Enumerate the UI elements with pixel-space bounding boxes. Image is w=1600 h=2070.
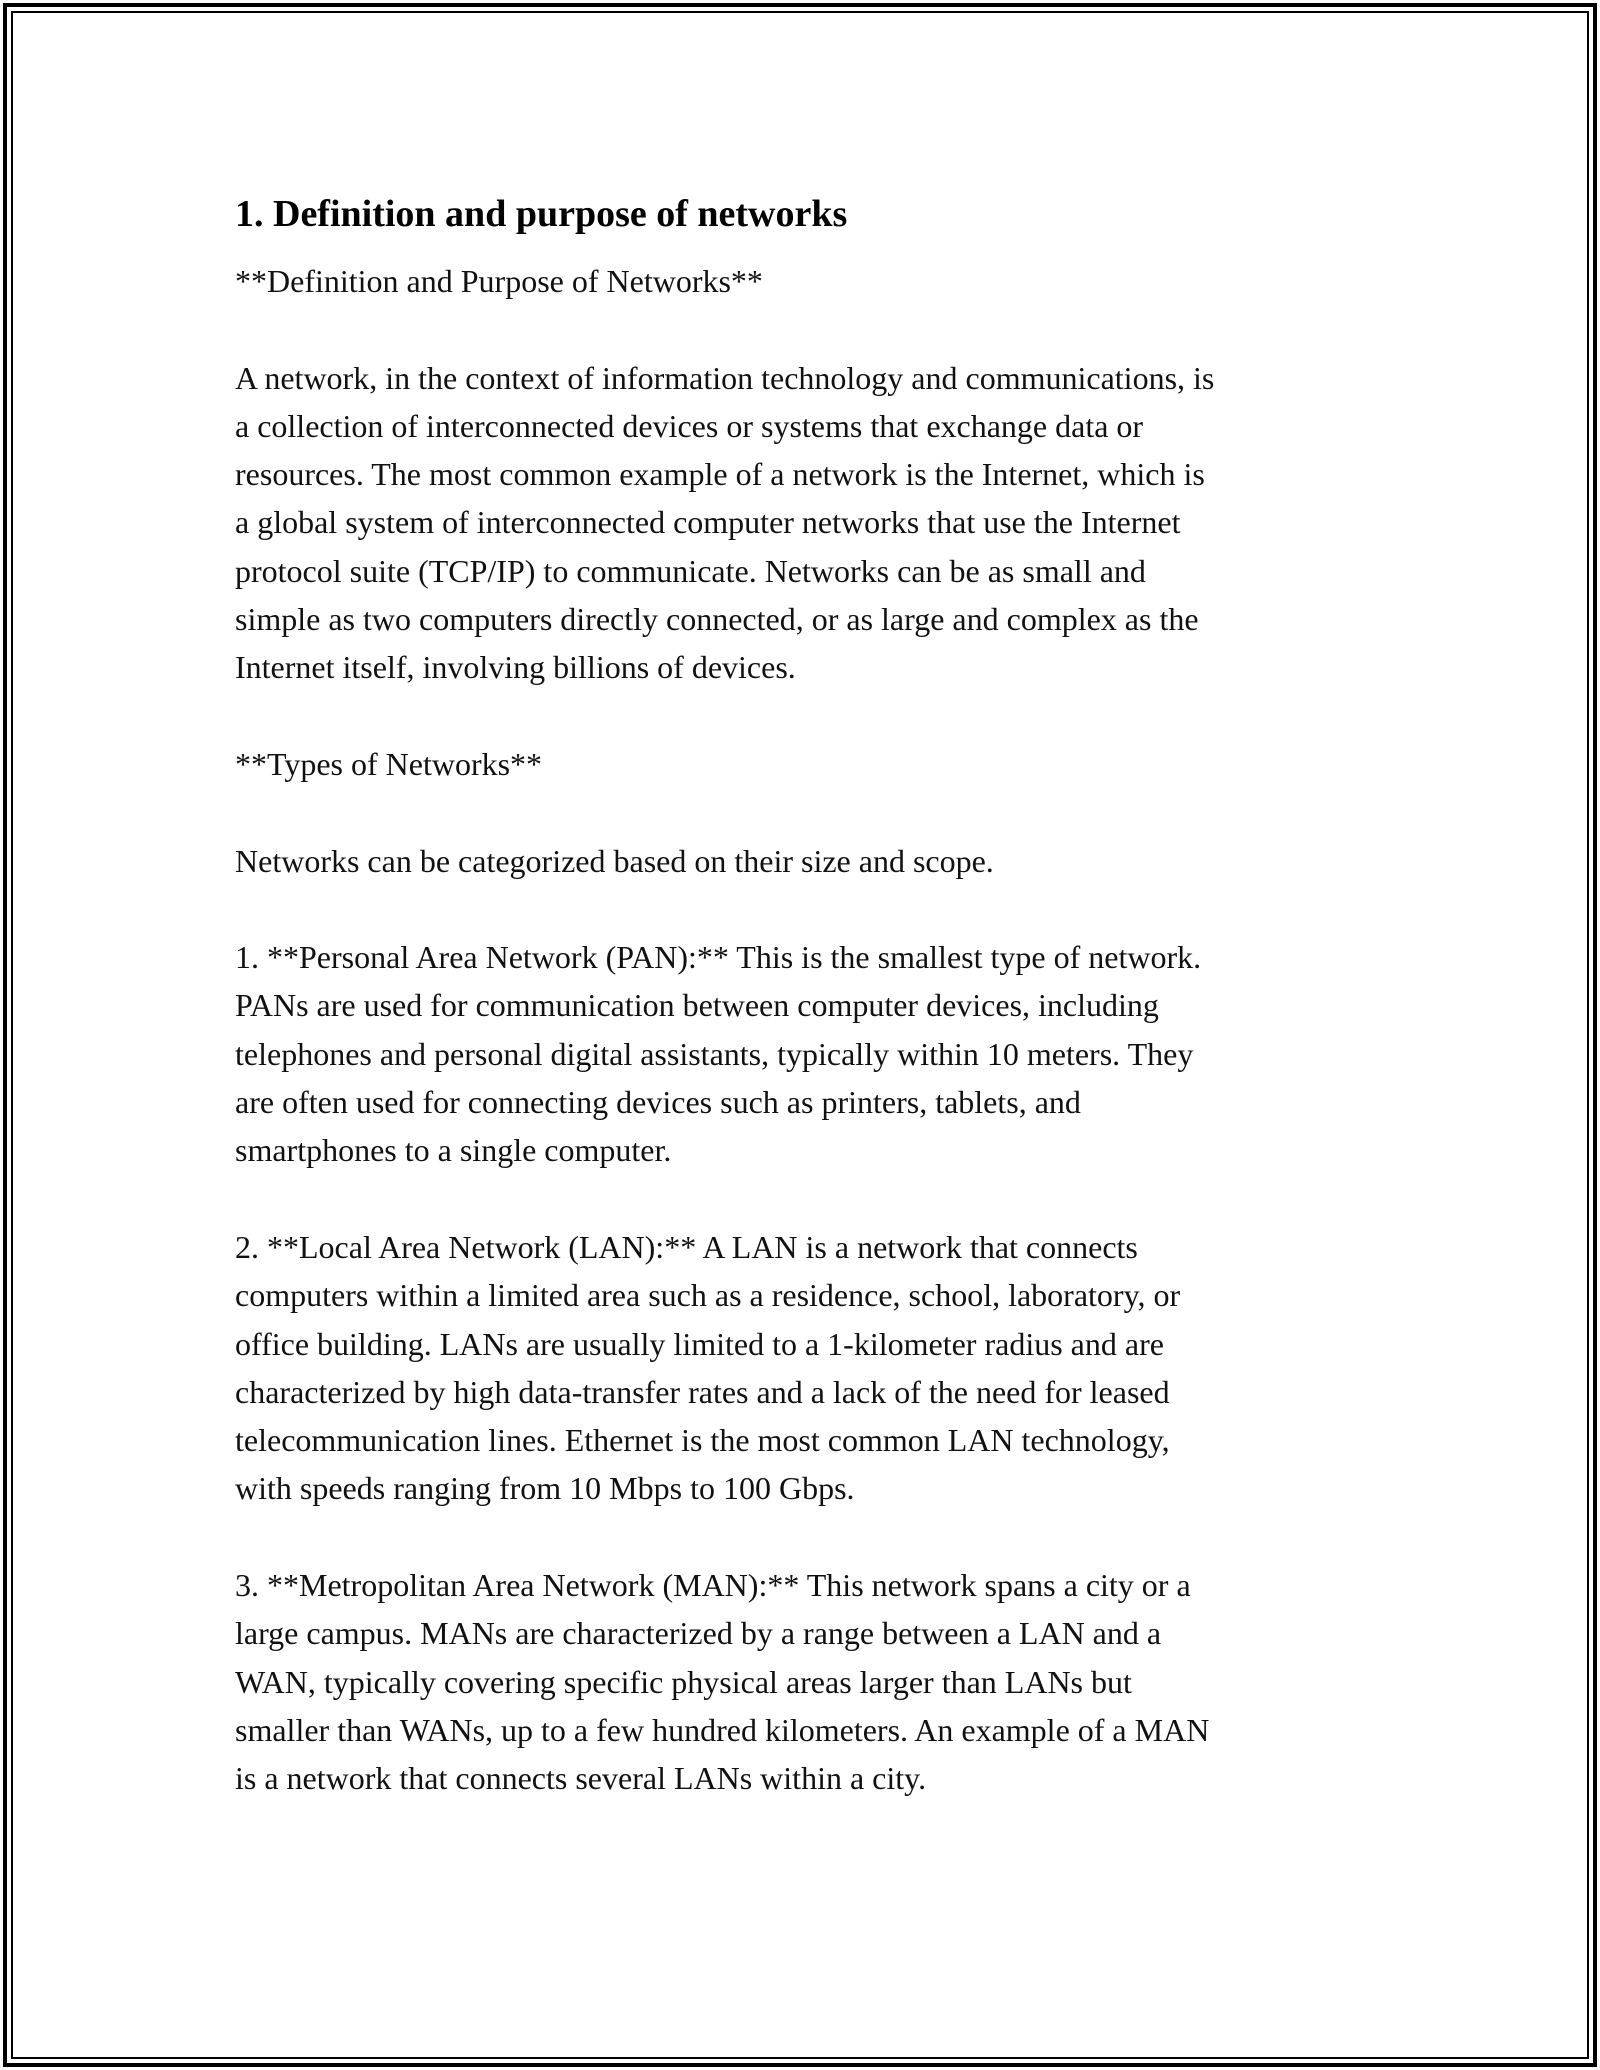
document-body (235, 186, 1375, 1803)
text-line: WAN, typically covering specific physical areas larger than LANs but (235, 1663, 1132, 1700)
text-line: **Definition and Purpose of Networks** (235, 263, 763, 299)
paragraph-gap (235, 1513, 1375, 1561)
text-line: protocol suite (TCP/IP) to communicate. Networks can be as small and (235, 552, 1146, 589)
text-line: **Types of Networks** (235, 745, 543, 782)
paragraph-lan (235, 1223, 1375, 1513)
section-heading: 1. Definition and purpose of networks (235, 193, 848, 235)
paragraph-types-heading (235, 740, 1375, 788)
text-line: resources. The most common example of a network is the Internet, which is (235, 456, 1205, 493)
text-line: smartphones to a single computer. (235, 1132, 672, 1169)
paragraph-gap (235, 692, 1375, 740)
text-line: 2. **Local Area Network (LAN):** A LAN is a network that connects (235, 1228, 1138, 1265)
text-line: simple as two computers directly connected, or as large and complex as the (235, 601, 1199, 638)
text-line: PANs are used for communication between computer devices, including (235, 987, 1159, 1024)
text-line: is a network that connects several LANs within a city. (235, 1760, 927, 1797)
text-line: Internet itself, involving billions of devices. (235, 649, 796, 686)
text-line: telephones and personal digital assistants, typically within 10 meters. They (235, 1035, 1194, 1072)
text-line: A network, in the context of information technology and communications, is (235, 359, 1215, 396)
text-line: 3. **Metropolitan Area Network (MAN):** This network spans a city or a (235, 1567, 1191, 1604)
text-line: office building. LANs are usually limited to a 1-kilometer radius and are (235, 1325, 1164, 1362)
text-line: smaller than WANs, up to a few hundred kilometers. An example of a MAN (235, 1711, 1210, 1748)
paragraph-network-definition (235, 354, 1375, 692)
text-line: a global system of interconnected computer networks that use the Internet (235, 504, 1181, 541)
paragraph-gap (235, 305, 1375, 353)
text-line: characterized by high data-transfer rates and a lack of the need for leased (235, 1373, 1170, 1410)
text-line: large campus. MANs are characterized by a range between a LAN and a (235, 1615, 1162, 1652)
text-line: are often used for connecting devices such as printers, tablets, and (235, 1084, 1081, 1121)
text-line: telecommunication lines. Ethernet is the most common LAN technology, (235, 1422, 1170, 1459)
text-line: a collection of interconnected devices or systems that exchange data or (235, 407, 1144, 444)
text-line: computers within a limited area such as a residence, school, laboratory, or (235, 1277, 1181, 1314)
paragraph-gap (235, 885, 1375, 933)
text-line: with speeds ranging from 10 Mbps to 100 Gbps. (235, 1470, 855, 1507)
paragraph-pan (235, 933, 1375, 1174)
text-line: Networks can be categorized based on their size and scope. (235, 842, 994, 879)
paragraph-gap (235, 1175, 1375, 1223)
text-line: 1. **Personal Area Network (PAN):** This is the smallest type of network. (235, 939, 1202, 976)
subtitle-line (235, 257, 1375, 305)
paragraph-man (235, 1561, 1375, 1802)
paragraph-gap (235, 788, 1375, 836)
paragraph-types-intro (235, 837, 1375, 885)
